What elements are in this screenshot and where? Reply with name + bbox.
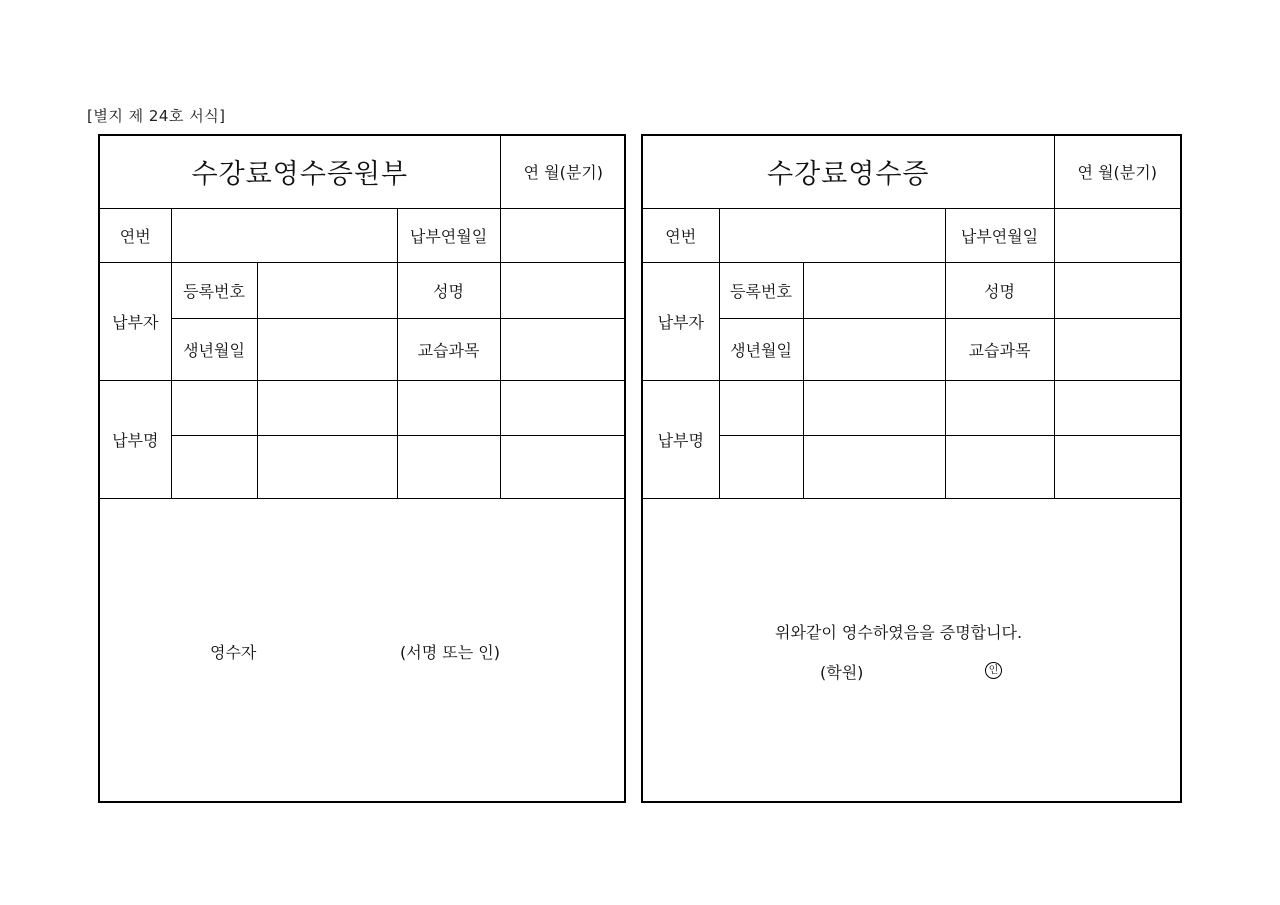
ledger-item-cell[interactable]	[500, 435, 626, 498]
ledger-item-cell[interactable]	[171, 380, 257, 435]
ledger-title: 수강료영수증원부	[100, 136, 500, 208]
receipt-item-cell[interactable]	[1054, 380, 1180, 435]
receipt-item-cell[interactable]	[1054, 435, 1180, 498]
ledger-signature-area	[100, 498, 624, 801]
receipt-item-cell[interactable]	[803, 435, 945, 498]
ledger-serial-field[interactable]	[171, 208, 397, 262]
ledger-serial-label: 연번	[100, 208, 171, 262]
receipt-payment-date-field[interactable]	[1054, 208, 1180, 262]
receipt-reg-no-field[interactable]	[803, 262, 945, 318]
receipt-item-cell[interactable]	[803, 380, 945, 435]
receipt-subject-field[interactable]	[1054, 318, 1180, 380]
receipt-certify-text: 위와같이 영수하였음을 증명합니다.	[775, 623, 1023, 642]
receipt-payer-label: 납부자	[643, 262, 719, 380]
ledger-reg-no-field[interactable]	[257, 262, 397, 318]
receipt-serial-field[interactable]	[719, 208, 945, 262]
receipt-payment-date-label: 납부연월일	[945, 208, 1054, 262]
ledger-period-label: 연 월(분기)	[500, 136, 626, 208]
ledger-signature-label: (서명 또는 인)	[400, 643, 500, 662]
seal-icon: 인	[985, 662, 1002, 679]
ledger-receiver-label: 영수자	[210, 643, 257, 662]
ledger-table	[100, 136, 626, 499]
receipt-period-label: 연 월(분기)	[1054, 136, 1180, 208]
receipt-title: 수강료영수증	[643, 136, 1054, 208]
ledger-subject-label: 교습과목	[397, 318, 500, 380]
ledger-name-label: 성명	[397, 262, 500, 318]
receipt-certification-area	[643, 498, 1180, 801]
receipt-item-cell[interactable]	[945, 435, 1054, 498]
receipt-item-cell[interactable]	[719, 380, 803, 435]
ledger-item-label: 납부명	[100, 380, 171, 498]
receipt-item-cell[interactable]	[719, 435, 803, 498]
receipt-item-label: 납부명	[643, 380, 719, 498]
ledger-subject-field[interactable]	[500, 318, 626, 380]
receipt-serial-label: 연번	[643, 208, 719, 262]
receipt-birth-label: 생년월일	[719, 318, 803, 380]
ledger-reg-no-label: 등록번호	[171, 262, 257, 318]
ledger-item-cell[interactable]	[257, 435, 397, 498]
receipt-item-cell[interactable]	[945, 380, 1054, 435]
receipt-name-field[interactable]	[1054, 262, 1180, 318]
receipt-form	[641, 134, 1182, 803]
form-number-label: [별지 제 24호 서식]	[87, 107, 226, 125]
receipt-name-label: 성명	[945, 262, 1054, 318]
ledger-name-field[interactable]	[500, 262, 626, 318]
ledger-item-cell[interactable]	[500, 380, 626, 435]
receipt-subject-label: 교습과목	[945, 318, 1054, 380]
receipt-table	[643, 136, 1180, 499]
ledger-item-cell[interactable]	[397, 435, 500, 498]
ledger-item-cell[interactable]	[171, 435, 257, 498]
receipt-reg-no-label: 등록번호	[719, 262, 803, 318]
ledger-item-cell[interactable]	[257, 380, 397, 435]
ledger-item-cell[interactable]	[397, 380, 500, 435]
ledger-payment-date-label: 납부연월일	[397, 208, 500, 262]
receipt-academy-label: (학원)	[820, 663, 864, 682]
ledger-payer-label: 납부자	[100, 262, 171, 380]
ledger-birth-label: 생년월일	[171, 318, 257, 380]
ledger-form	[98, 134, 626, 803]
ledger-birth-field[interactable]	[257, 318, 397, 380]
ledger-payment-date-field[interactable]	[500, 208, 626, 262]
receipt-birth-field[interactable]	[803, 318, 945, 380]
